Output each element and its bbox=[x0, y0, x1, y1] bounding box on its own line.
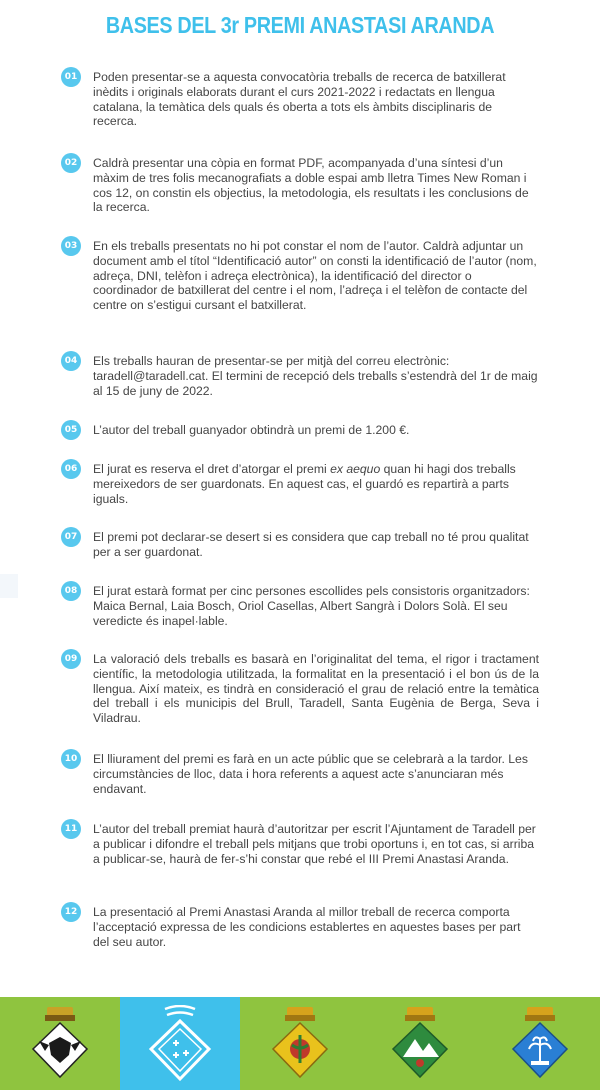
list-item bbox=[62, 354, 542, 398]
item-text: El premi pot declarar-se desert si es considera que cap treball no té prou qualitat per a ser guardonat. bbox=[93, 530, 529, 559]
crest-green-plant-icon bbox=[265, 1005, 335, 1085]
item-text: En els treballs presentats no hi pot constar el nom de l’autor. Caldrà adjuntar un document amb el títol “Identificació autor” on consti la identificació de l’autor (nom, adreça, DNI, telèfon i adreça electrònica), la identificació del director o coordinador de batxillerat del centre i el nom, l’adreça i el telèfon de contacte del centre on s’estigui cursant el batxillerat. bbox=[93, 239, 537, 313]
item-number-badge: 02 bbox=[61, 153, 81, 173]
list-item bbox=[62, 70, 542, 129]
item-number-badge: 05 bbox=[61, 420, 81, 440]
item-text: Els treballs hauran de presentar-se per mitjà del correu electrònic: taradell@taradell.cat. El termini de recepció dels treballs s’estendrà del 1r de maig al 15 de juny de 2022. bbox=[93, 354, 538, 398]
item-text: El jurat estarà format per cinc persones escollides pels consistoris organitzadors: Maica Bernal, Laia Bosch, Oriol Casellas, Albert Sangrà i Dolors Solà. El seu veredicte és inapel·lable. bbox=[93, 584, 530, 628]
item-number-badge: 09 bbox=[61, 649, 81, 669]
item-number-badge: 12 bbox=[61, 902, 81, 922]
item-text: L’autor del treball premiat haurà d’autoritzar per escrit l’Ajuntament de Taradell per a publicar i difondre el treball pels mitjans que trobi oportuns i, en tot cas, si arriba a publicar-se, haurà de fer-s’hi constar que rebé el III Premi Anastasi Aranda. bbox=[93, 822, 536, 866]
list-item bbox=[62, 652, 542, 726]
crest-blue-fountain-icon bbox=[505, 1005, 575, 1085]
item-number-badge: 01 bbox=[61, 67, 81, 87]
page-title: BASES DEL 3r PREMI ANASTASI ARANDA bbox=[105, 12, 495, 38]
item-text: El lliurament del premi es farà en un acte públic que se celebrarà a la tardor. Les circumstàncies de lloc, data i hora referents a aquest acte s’anunciaran més endavant. bbox=[93, 752, 528, 796]
list-item bbox=[62, 239, 542, 313]
crest-blue-crosses-icon bbox=[145, 1005, 215, 1085]
footer-crests bbox=[0, 997, 600, 1090]
item-number-badge: 08 bbox=[61, 581, 81, 601]
item-number-badge: 11 bbox=[61, 819, 81, 839]
crest-green-mountain-icon bbox=[385, 1005, 455, 1085]
list-item bbox=[62, 462, 542, 506]
item-text: La presentació al Premi Anastasi Aranda al millor treball de recerca comporta l’acceptació expressa de les condicions establertes en aquestes bases per part del seu autor. bbox=[93, 905, 521, 949]
item-number-badge: 06 bbox=[61, 459, 81, 479]
list-item bbox=[62, 752, 542, 796]
list-item bbox=[62, 423, 542, 438]
item-text: La valoració dels treballs es basarà en l’originalitat del tema, el rigor i tractament científic, la metodologia utilitzada, la formalitat en la presentació i el bon ús de la llengua. Així mateix, es tindrà en consideració el grau de relació entre la temàtica del treball i els municipis del Brull, Taradell, Santa Eugènia de Berga, Seva i Viladrau. bbox=[93, 652, 539, 726]
footer-panel bbox=[480, 997, 600, 1090]
item-number-badge: 10 bbox=[61, 749, 81, 769]
edge-marker bbox=[0, 574, 18, 598]
item-text: El jurat es reserva el dret d’atorgar el premi ex aequo quan hi hagi dos treballs mereixedors de ser guardonats. En aquest cas, el guardó es repartirà a parts iguals. bbox=[93, 462, 516, 506]
footer-panel bbox=[120, 997, 240, 1090]
item-text: L’autor del treball guanyador obtindrà un premi de 1.200 €. bbox=[93, 423, 410, 437]
footer-panel bbox=[240, 997, 360, 1090]
footer-panel bbox=[0, 997, 120, 1090]
item-number-badge: 07 bbox=[61, 527, 81, 547]
item-number-badge: 03 bbox=[61, 236, 81, 256]
list-item bbox=[62, 156, 542, 215]
footer-panel bbox=[360, 997, 480, 1090]
list-item bbox=[62, 905, 542, 949]
list-item bbox=[62, 584, 542, 628]
list-item bbox=[62, 530, 542, 560]
italic-term: ex aequo bbox=[330, 462, 381, 476]
crest-black-eagle-icon bbox=[25, 1005, 95, 1085]
item-text: Caldrà presentar una còpia en format PDF, acompanyada d’una síntesi d’un màxim de tres folis mecanografiats a doble espai amb lletra Times New Roman i cos 12, on constin els objectius, la metodologia, els resultats i les conclusions de la recerca. bbox=[93, 156, 529, 215]
item-text: Poden presentar-se a aquesta convocatòria treballs de recerca de batxillerat inèdits i originals elaborats durant el curs 2021-2022 i redactats en llengua catalana, la temàtica dels quals és oberta a tots els àmbits disciplinaris de recerca. bbox=[93, 70, 506, 129]
list-item bbox=[62, 822, 542, 866]
item-number-badge: 04 bbox=[61, 351, 81, 371]
